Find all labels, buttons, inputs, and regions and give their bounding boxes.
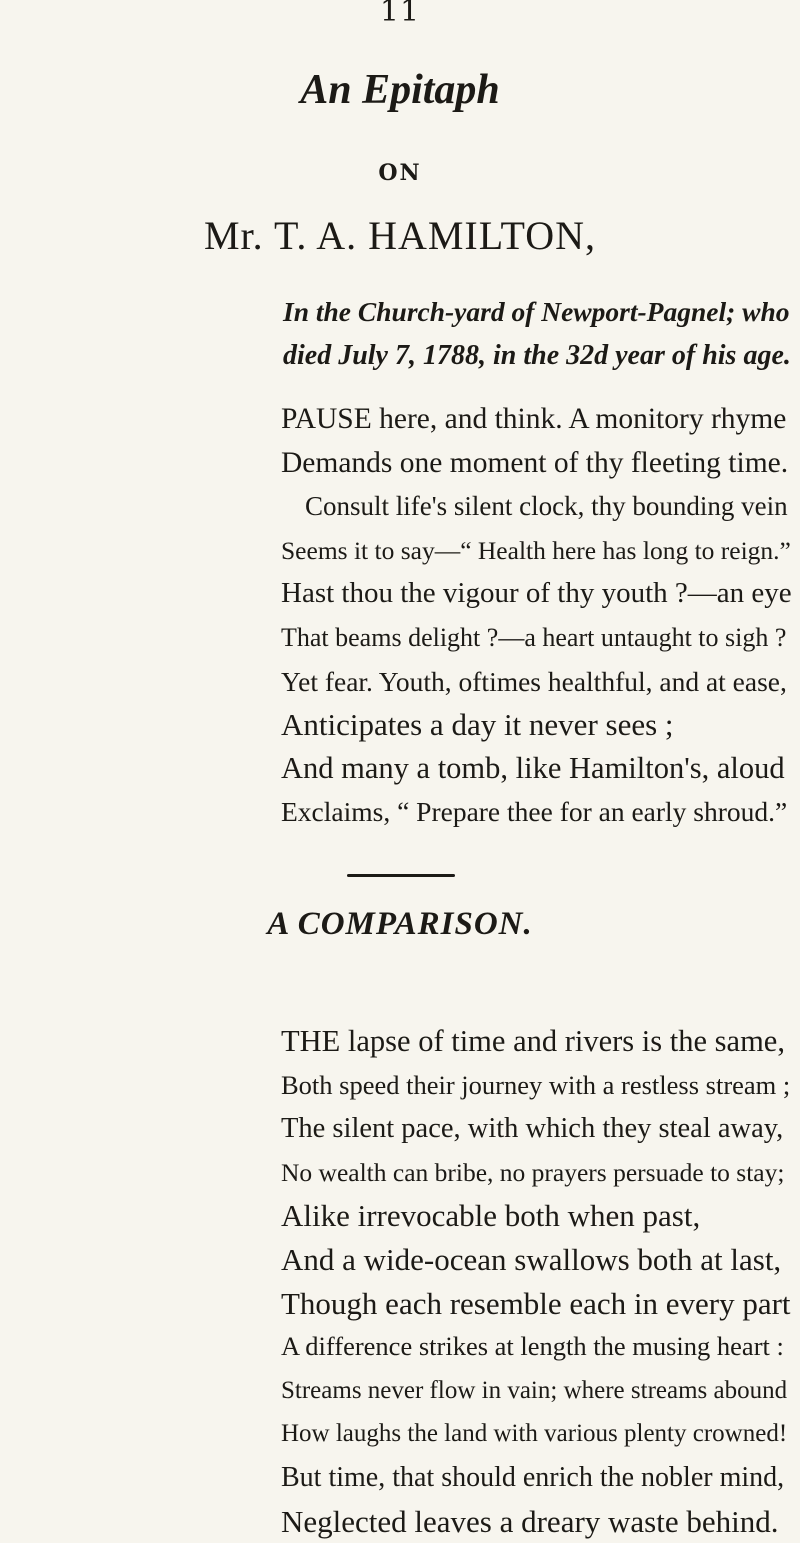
- poem-line: No wealth can bribe, no prayers persuade to stay;: [281, 1157, 785, 1187]
- poem-line: Anticipates a day it never sees ;: [281, 707, 674, 743]
- poem-line: The silent pace, with which they steal away,: [281, 1113, 784, 1145]
- poem-line: Seems it to say—“ Health here has long to reign.”: [281, 535, 791, 565]
- comparison-title: A COMPARISON.: [267, 906, 533, 942]
- poem-line: That beams delight ?—a heart untaught to sigh ?: [281, 622, 787, 652]
- poem-line: THE lapse of time and rivers is the same,: [281, 1024, 785, 1058]
- epitaph-subtitle-line: In the Church-yard of Newport-Pagnel; who: [283, 296, 790, 327]
- comparison-poem: [0, 1020, 800, 1543]
- poem-line: Though each resemble each in every part: [281, 1285, 791, 1321]
- epitaph-subject-name: Mr. T. A. HAMILTON,: [203, 213, 596, 258]
- page-number: 11: [379, 0, 421, 29]
- epitaph-poem: [0, 398, 800, 834]
- epitaph-subtitle: [0, 290, 800, 378]
- poem-line: Both speed their journey with a restless stream ;: [281, 1069, 791, 1100]
- epitaph-subtitle-line: died July 7, 1788, in the 32d year of his age.: [283, 340, 791, 371]
- poem-line: And many a tomb, like Hamilton's, aloud: [281, 750, 785, 785]
- poem-line: How laughs the land with various plenty crowned!: [281, 1420, 788, 1448]
- poem-line: Consult life's silent clock, thy bounding vein: [305, 491, 788, 522]
- section-divider: [347, 874, 455, 877]
- poem-line: PAUSE here, and think. A monitory rhyme: [281, 403, 787, 435]
- poem-line: Hast thou the vigour of thy youth ?—an eye: [281, 577, 792, 610]
- epitaph-on-label: ON: [378, 160, 422, 186]
- poem-line: A difference strikes at length the musing heart :: [281, 1331, 784, 1362]
- poem-line: And a wide-ocean swallows both at last,: [281, 1241, 782, 1277]
- poem-line: Neglected leaves a dreary waste behind.: [281, 1503, 779, 1539]
- poem-line: Streams never flow in vain; where streams abound: [281, 1376, 788, 1404]
- poem-line: But time, that should enrich the nobler mind,: [281, 1461, 785, 1493]
- poem-line: Demands one moment of thy fleeting time.: [281, 446, 789, 479]
- poem-line: Alike irrevocable both when past,: [281, 1198, 701, 1234]
- epitaph-title: An Epitaph: [300, 67, 500, 113]
- poem-line: Exclaims, “ Prepare thee for an early shroud.”: [281, 796, 788, 828]
- poem-line: Yet fear. Youth, oftimes healthful, and at ease,: [281, 665, 787, 697]
